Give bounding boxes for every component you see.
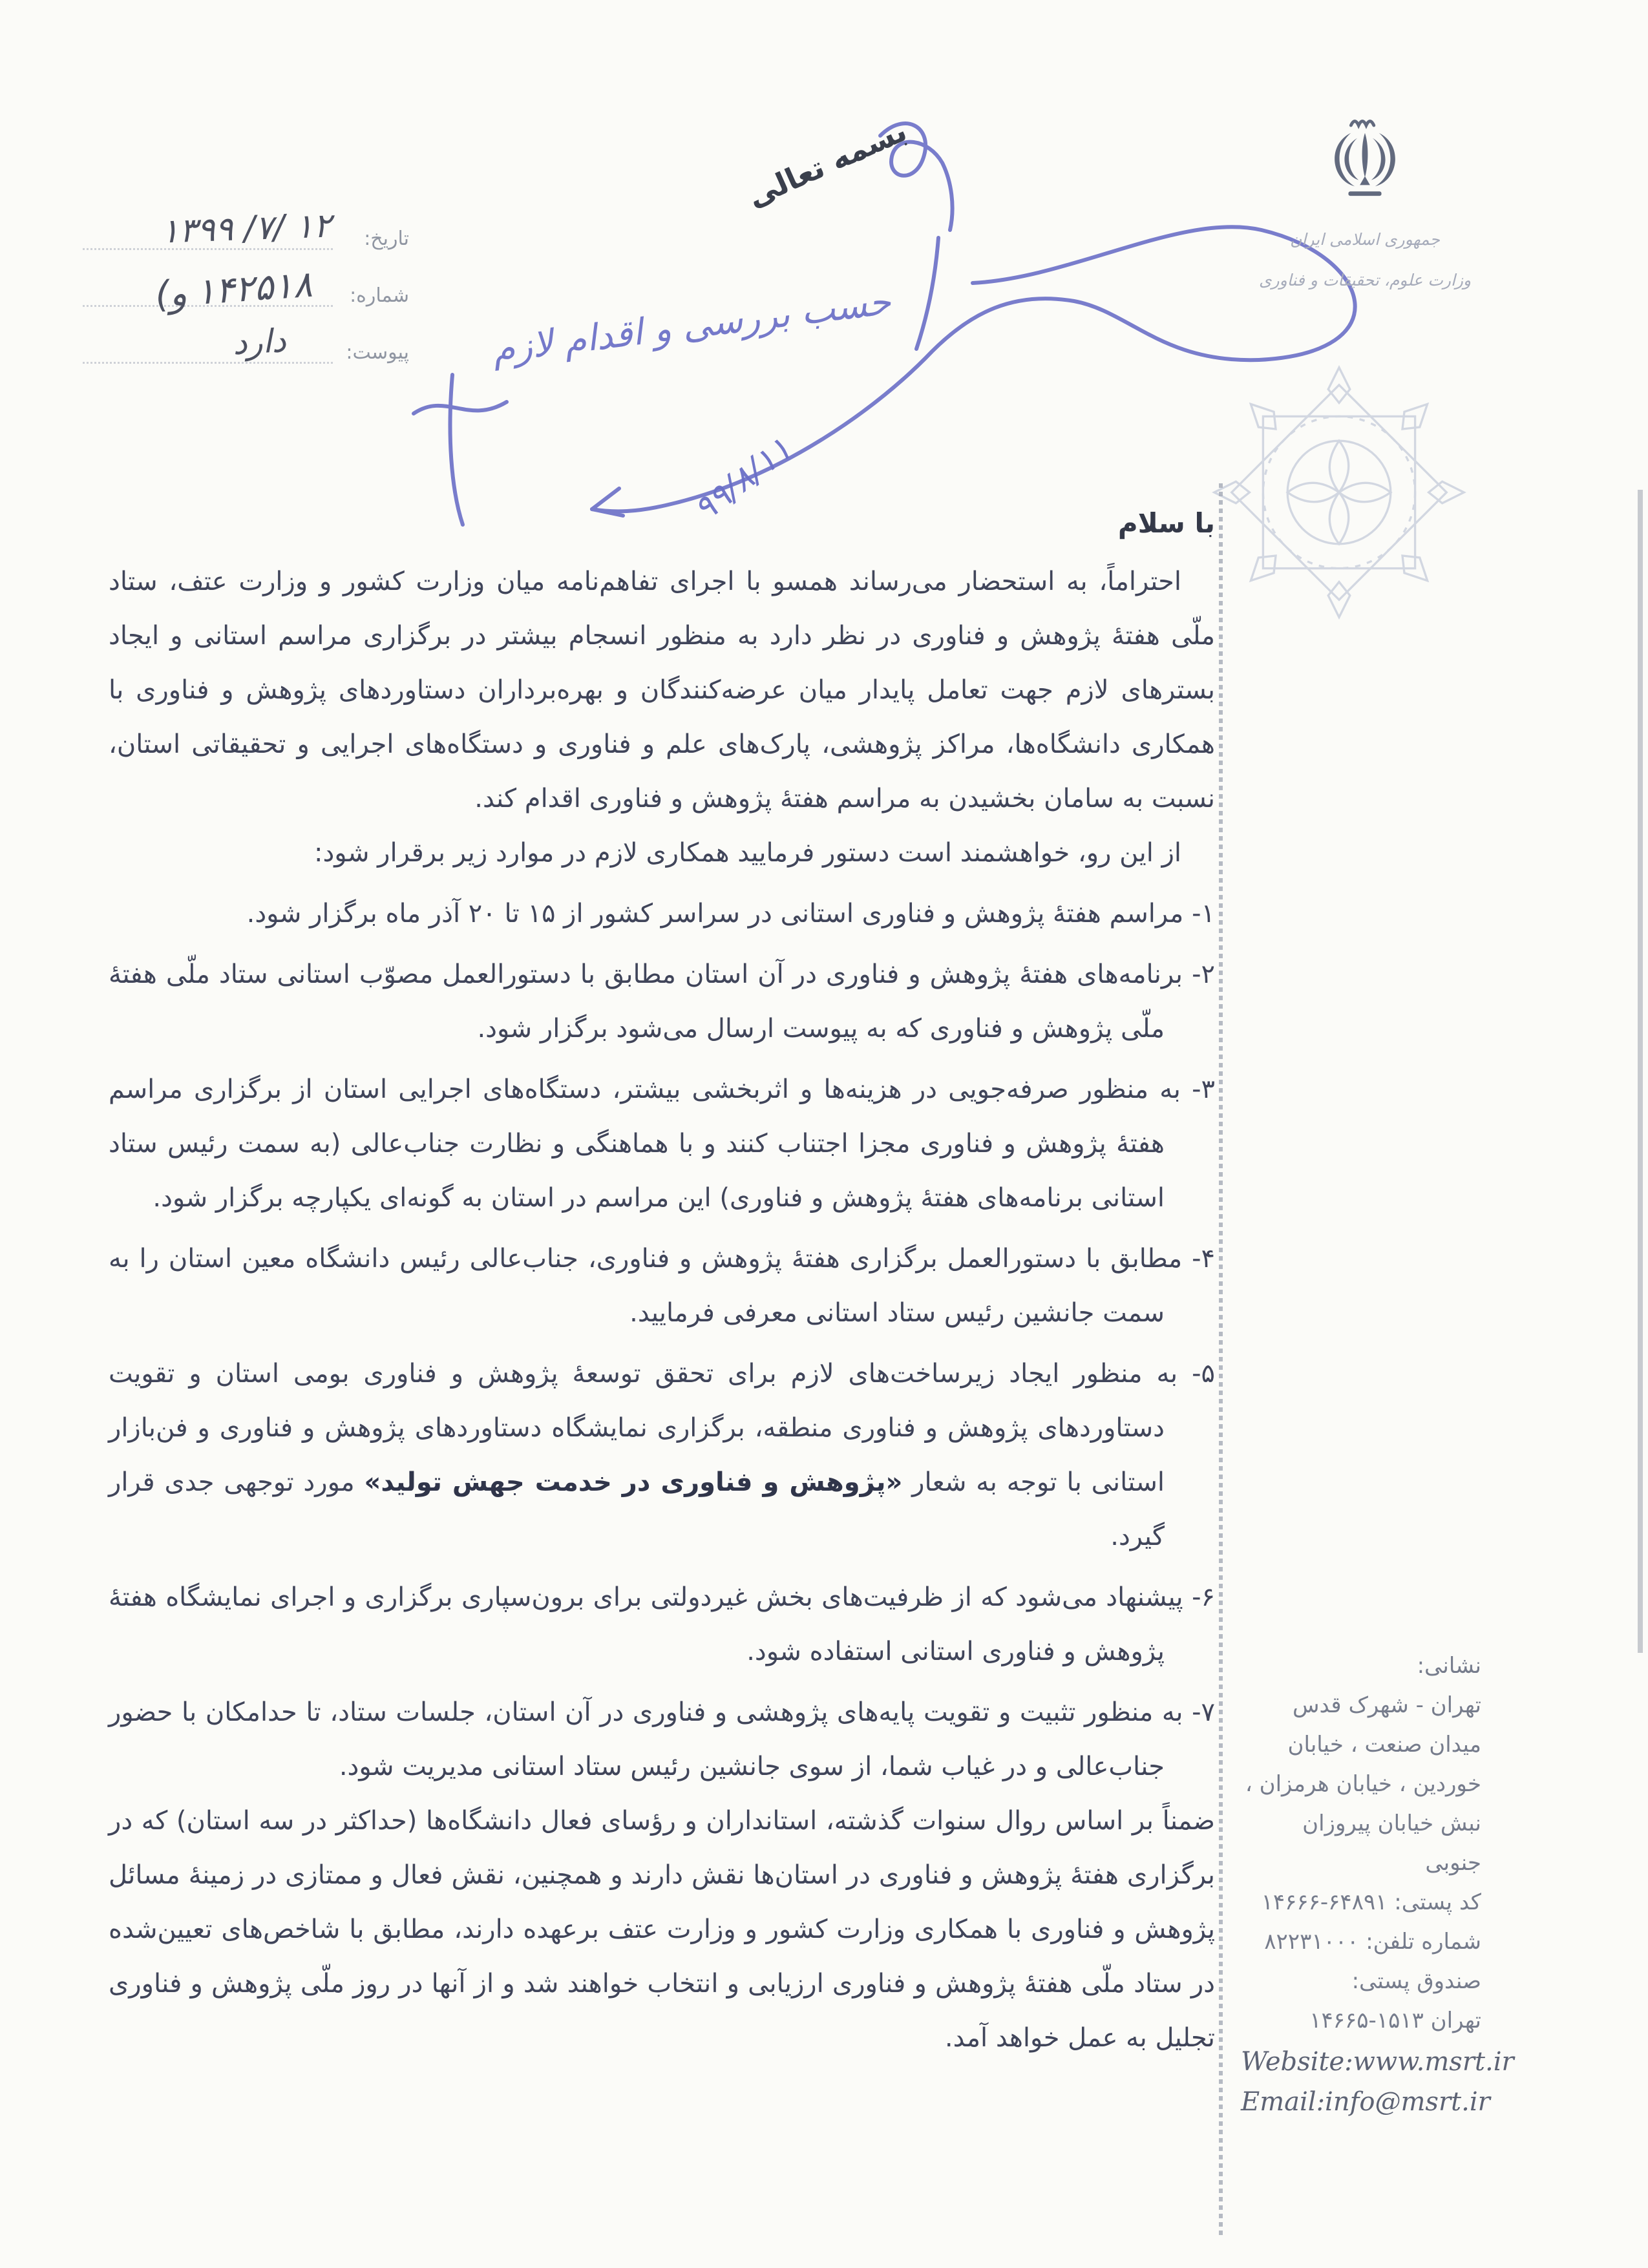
item-number: ۶- (1192, 1582, 1215, 1612)
item-text: مطابق با دستورالعمل برگزاری هفتهٔ پژوهش و فناوری، جناب‌عالی رئیس دانشگاه معین استان را به سمت جانشین رئیس ستاد استانی معرفی فرمایید. (109, 1244, 1183, 1328)
address-line: میدان صنعت ، خیابان (1287, 1732, 1481, 1758)
item-text-pre: به منظور ایجاد زیرساخت‌های لازم برای تحقق توسعهٔ پژوهش و فناوری بومی استان و تقویت دستاوردهای پژوهش و فناوری منطقه، برگزاری نمایشگاه دستاوردهای پژوهش و فناوری و فن‌بازار استانی با توجه به شعار (109, 1359, 1178, 1497)
number-prefix: (و (153, 272, 188, 317)
attachment-value: دارد (231, 321, 288, 362)
pobox-value: تهران ۱۵۱۳-۱۴۶۶۵ (1309, 2008, 1481, 2033)
pobox-label: صندوق پستی: (1351, 1968, 1481, 1994)
list-item-6 (109, 1570, 1215, 1679)
salutation: با سلام (1117, 507, 1215, 539)
item-text-post: مورد توجهی جدی قرار گیرد. (109, 1467, 1165, 1551)
item-number: ۳- (1192, 1075, 1215, 1104)
header-fields (83, 205, 409, 376)
number-row (83, 262, 409, 319)
email-text: Email:info@msrt.ir (1241, 2087, 1490, 2117)
ministry-emblem-block (1255, 115, 1475, 289)
number-label: شماره: (350, 284, 409, 307)
address-block (1241, 1646, 1514, 2121)
republic-title: جمهوری اسلامی ایران (1290, 230, 1440, 249)
handwritten-note: حسب بررسی و اقدام لازم (490, 280, 893, 372)
attachment-label: پیوست: (346, 341, 409, 364)
item-number: ۷- (1192, 1697, 1215, 1727)
handwritten-date: ۹۹/۸/۱۱ (686, 429, 799, 530)
phone-label: شماره تلفن: (1366, 1929, 1481, 1955)
list-item-1 (109, 887, 1215, 941)
attachment-row (83, 319, 409, 376)
number-digits: ۱۴۲۵۱۸ (194, 263, 313, 314)
postal-code-value: ۱۴۶۶۶-۶۴۸۹۱ (1261, 1889, 1388, 1915)
item-text: مراسم هفتهٔ پژوهش و فناوری استانی در سراسر کشور از ۱۵ تا ۲۰ آذر ماه برگزار شود. (246, 899, 1184, 929)
letter-body (109, 496, 1215, 2065)
number-value (154, 264, 313, 317)
address-line: تهران - شهرک قدس (1293, 1692, 1481, 1718)
ministry-title: وزارت علوم، تحقیقات و فناوری (1258, 271, 1472, 289)
phone-line (1241, 1922, 1481, 1962)
list-item-2 (109, 947, 1215, 1056)
postal-code-line (1241, 1883, 1481, 1922)
item-text: به منظور تثبیت و تقویت پایه‌های پژوهشی و فناوری در آن استان، جلسات ستاد، تا حدامکان با حضور جناب‌عالی و در غیاب شما، از سوی جانشین رئیس ستاد استانی مدیریت شود. (109, 1697, 1183, 1781)
item-number: ۴- (1192, 1244, 1216, 1274)
item-text: پیشنهاد می‌شود که از ظرفیت‌های بخش غیردولتی برای برون‌سپاری برگزاری و اجرای نمایشگاه هفتهٔ پژوهش و فناوری استانی استفاده شود. (109, 1582, 1183, 1666)
date-row (83, 205, 409, 262)
list-item-5 (109, 1347, 1215, 1564)
item-number: ۵- (1192, 1359, 1215, 1389)
item-text: به منظور صرفه‌جویی در هزینه‌ها و اثربخشی بیشتر، دستگاه‌های اجرایی استان از برگزاری مراسم هفتهٔ پژوهش و فناوری مجزا اجتناب کنند و با هماهنگی و نظارت جناب‌عالی (به سمت رئیس ستاد استانی برنامه‌های هفتهٔ پژوهش و فناوری) این مراسم در استان به گونه‌ای یکپارچه برگزار شود. (109, 1075, 1181, 1213)
list-item-4 (109, 1232, 1215, 1340)
address-label: نشانی: (1417, 1653, 1481, 1679)
item-number: ۲- (1192, 960, 1215, 989)
phone-value: ۸۲۲۳۱۰۰۰ (1264, 1929, 1359, 1955)
divider-line (1219, 483, 1223, 2236)
address-line: خوردین ، خیابان هرمزان ، (1245, 1771, 1481, 1797)
item-text: برنامه‌های هفتهٔ پژوهش و فناوری در آن استان مطابق با دستورالعمل مصوّب استانی ستاد ملّی هفتهٔ ملّی پژوهش و فناوری که به پیوست ارسال می‌شود برگزار شود. (109, 960, 1183, 1044)
date-value: ۱۳۹۹ /۷/ ۱۲ (160, 206, 332, 251)
iran-emblem-icon (1327, 115, 1403, 212)
paragraph-closing: ضمناً بر اساس روال سنوات گذشته، استانداران و رؤسای فعال دانشگاه‌ها (حداکثر در سه استان) که در برگزاری هفتهٔ پژوهش و فناوری در استان‌ها نقش دارند و همچنین، نقش فعال و ممتازی در زمینهٔ مسائل پژوهش و فناوری با همکاری وزارت کشور و وزارت عتف برعهده دارند، مطابق با شاخص‌های تعیین‌شده در ستاد ملّی هفتهٔ پژوهش و فناوری ارزیابی و انتخاب خواهند شد و از آنها در روز ملّی پژوهش و فناوری تجلیل به عمل خواهد آمد. (109, 1806, 1215, 2053)
scan-edge-artifact (1638, 490, 1643, 1653)
list-item-3 (109, 1062, 1215, 1225)
list-item-7 (109, 1685, 1215, 1794)
dotted-leader (83, 362, 333, 364)
paragraph-intro: احتراماً، به استحضار می‌رساند همسو با اجرای تفاهم‌نامه میان وزارت کشور و وزارت عتف، ستاد ملّی هفتهٔ پژوهش و فناوری در نظر دارد به منظور انسجام بیشتر در برگزاری مراسم استانی و ایجاد بسترهای لازم جهت تعامل پایدار میان عرضه‌کنندگان و بهره‌برداران دستاوردهای پژوهش و فناوری با همکاری دانشگاه‌ها، مراکز پژوهشی، پارک‌های علم و فناوری و دستگاه‌های اجرایی و تحقیقاتی استان، نسبت به سامان بخشیدن به مراسم هفتهٔ پژوهش و فناوری اقدام کند. (109, 567, 1215, 814)
bismillah-heading: بسمه تعالی (742, 112, 912, 215)
postal-code-label: کد پستی: (1394, 1889, 1481, 1915)
ornament-star-watermark (1203, 357, 1475, 628)
date-label: تاریخ: (364, 227, 409, 250)
item-number: ۱- (1192, 899, 1215, 929)
website-text: Website:www.msrt.ir (1241, 2047, 1514, 2077)
slogan-bold: «پژوهش و فناوری در خدمت جهش تولید» (364, 1467, 903, 1497)
address-line: نبش خیابان پیروزان جنوبی (1302, 1811, 1481, 1876)
paragraph-request: از این رو، خواهشمند است دستور فرمایید همکاری لازم در موارد زیر برقرار شود: (313, 838, 1181, 868)
